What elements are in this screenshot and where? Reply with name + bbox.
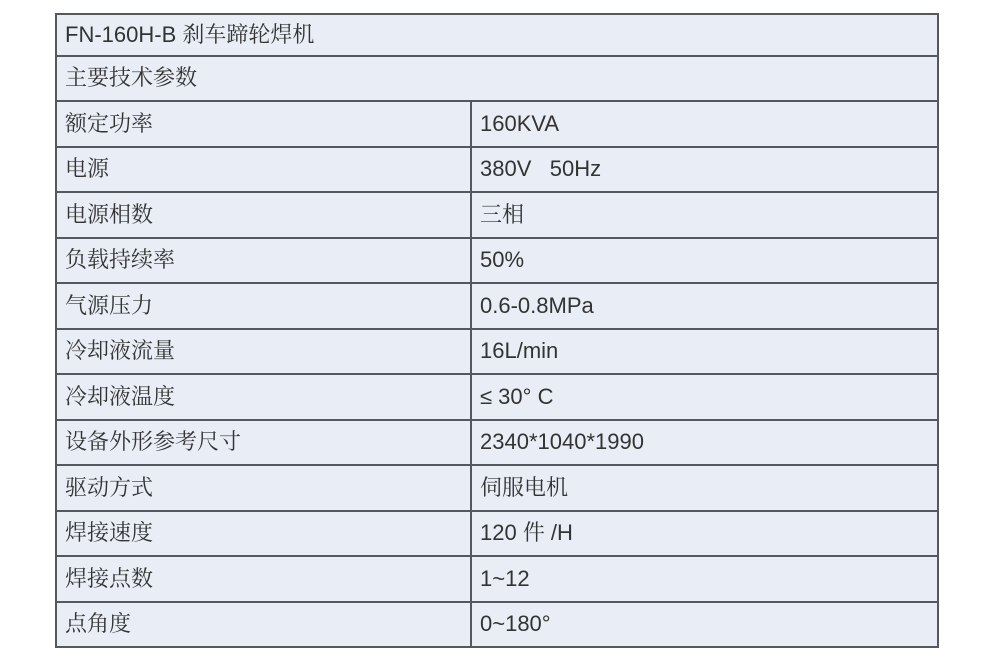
spec-value-cell: ≤ 30° C bbox=[471, 374, 938, 420]
spec-label-cell: 冷却液温度 bbox=[56, 374, 471, 420]
table-row bbox=[56, 465, 938, 511]
table-row bbox=[56, 329, 938, 375]
table-row bbox=[56, 147, 938, 193]
spec-value-cell: 2340*1040*1990 bbox=[471, 420, 938, 466]
section-header: 主要技术参数 bbox=[56, 56, 938, 101]
spec-label-cell: 点角度 bbox=[56, 602, 471, 648]
spec-value-cell: 0~180° bbox=[471, 602, 938, 648]
spec-value-cell: 三相 bbox=[471, 192, 938, 238]
spec-value-cell: 50% bbox=[471, 238, 938, 284]
spec-label-cell: 焊接速度 bbox=[56, 511, 471, 557]
table-row bbox=[56, 556, 938, 602]
spec-label-cell: 负载持续率 bbox=[56, 238, 471, 284]
product-title: FN-160H-B 刹车蹄轮焊机 bbox=[56, 14, 938, 56]
spec-label-cell: 设备外形参考尺寸 bbox=[56, 420, 471, 466]
spec-value-cell: 380V 50Hz bbox=[471, 147, 938, 193]
spec-table-container bbox=[55, 13, 939, 648]
table-title-row bbox=[56, 14, 938, 56]
spec-value-cell: 16L/min bbox=[471, 329, 938, 375]
table-row bbox=[56, 101, 938, 147]
spec-value-cell: 120 件 /H bbox=[471, 511, 938, 557]
table-row bbox=[56, 283, 938, 329]
table-row bbox=[56, 511, 938, 557]
spec-value-cell: 160KVA bbox=[471, 101, 938, 147]
table-row bbox=[56, 192, 938, 238]
table-row bbox=[56, 374, 938, 420]
spec-label-cell: 气源压力 bbox=[56, 283, 471, 329]
spec-label-cell: 冷却液流量 bbox=[56, 329, 471, 375]
spec-table bbox=[55, 13, 939, 648]
spec-value-cell: 伺服电机 bbox=[471, 465, 938, 511]
spec-label-cell: 电源 bbox=[56, 147, 471, 193]
spec-value-cell: 1~12 bbox=[471, 556, 938, 602]
table-row bbox=[56, 602, 938, 648]
spec-label-cell: 电源相数 bbox=[56, 192, 471, 238]
spec-label-cell: 驱动方式 bbox=[56, 465, 471, 511]
spec-value-cell: 0.6-0.8MPa bbox=[471, 283, 938, 329]
spec-label-cell: 额定功率 bbox=[56, 101, 471, 147]
spec-label-cell: 焊接点数 bbox=[56, 556, 471, 602]
table-row bbox=[56, 420, 938, 466]
section-header-row bbox=[56, 56, 938, 101]
table-row bbox=[56, 238, 938, 284]
